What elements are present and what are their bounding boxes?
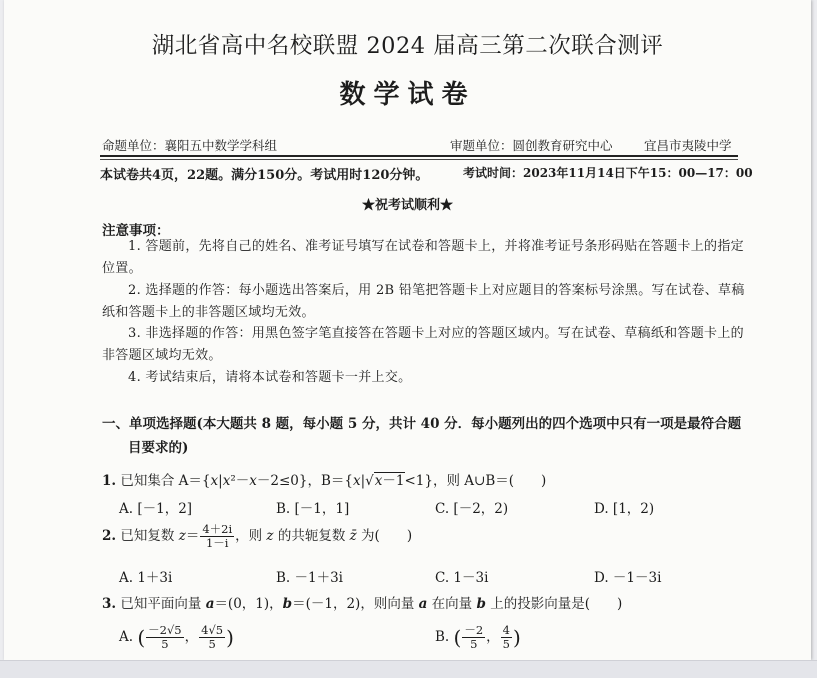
exam-title: 湖北省高中名校联盟 2024 届高三第二次联合测评: [151, 33, 664, 59]
q3-a-comma: ，: [184, 629, 199, 645]
q2-text-d: 为( ): [356, 528, 413, 544]
q3-text-c: ＝(－1，2)，则向量: [292, 596, 419, 612]
q3-b-d1: 5: [470, 637, 478, 651]
q1-var-x4: x: [352, 473, 361, 489]
q1-var-x5: x: [374, 473, 383, 489]
q2-text-a: 已知复数: [120, 528, 179, 544]
q3-b-d2: 5: [502, 637, 510, 651]
q1-sqrt-body: －1: [382, 473, 405, 489]
q1-text-b: |: [218, 473, 223, 489]
q1-var-x3: x: [249, 473, 257, 489]
q3-a-frac1: [146, 624, 183, 651]
q3-b-rparen: ): [512, 625, 521, 650]
q2-var-zbar: z̄: [349, 528, 357, 544]
q3-a-d2: 5: [208, 637, 216, 651]
q3-text-b: ＝(0，1)，: [214, 596, 283, 612]
q2-text-b: ，则: [235, 528, 267, 544]
question-1: [102, 469, 546, 489]
q3-b-n2: 4: [502, 623, 510, 637]
q1-option-b[interactable]: B. [－1，1]: [276, 501, 350, 517]
notice-item-2: 2. 选择题的作答：每小题选出答案后，用 2B 铅笔把答题卡上对应题目的答案标号涂黑。写在试卷、草稿纸和答题卡上的非答题区域均无效。: [102, 283, 745, 320]
q1-option-c[interactable]: C. [－2，2): [435, 501, 509, 517]
review-unit: 审题单位：圆创教育研究中心: [450, 138, 613, 153]
q1-var-x2: x: [222, 473, 231, 489]
question-1-number: 1.: [102, 473, 117, 489]
q3-b-n1: －2: [464, 623, 484, 637]
review-school: 宜昌市夷陵中学: [644, 138, 732, 153]
sqrt-radicand: [374, 472, 405, 489]
q3-text-e: 上的投影向量是( ): [485, 596, 623, 612]
q3-a-n1: －2√5: [148, 623, 182, 637]
notice-item-3: 3. 非选择题的作答：用黑色签字笔直接答在答题卡上对应的答题区域内。写在试卷、草稿纸和答题卡上的非答题区域均无效。: [102, 326, 744, 363]
q2-option-b[interactable]: B. －1＋3i: [276, 570, 343, 586]
q3-a-n2: 4√5: [201, 623, 224, 637]
q2-text-c: 的共轭复数: [273, 528, 350, 544]
q2-option-c[interactable]: C. 1－3i: [435, 570, 489, 586]
q3-option-a[interactable]: [119, 624, 234, 651]
q3-vec-a: a: [205, 596, 215, 612]
exam-time: 考试时间：2023年11月14日下午15：00—17：00: [463, 166, 753, 180]
q3-vec-b: b: [282, 596, 293, 612]
q1-option-a[interactable]: A. [－1，2]: [119, 501, 193, 517]
q3-b-frac2: [501, 624, 512, 651]
q1-text-f: <1}，则 A∪B＝( ): [404, 473, 547, 489]
q2-option-d[interactable]: D. －1－3i: [594, 570, 662, 586]
q1-text-c: ²－: [230, 473, 250, 489]
q3-text-a: 已知平面向量: [120, 596, 206, 612]
q2-frac-den: 1－i: [205, 536, 229, 550]
question-3: [102, 592, 622, 612]
q1-var-x: x: [210, 473, 219, 489]
notice-item-1: 1. 答题前，先将自己的姓名、准考证号填写在试卷和答题卡上，并将准考证号条形码贴在答题卡上的指定位置。: [102, 239, 744, 276]
q1-text-a: 已知集合 A＝{: [120, 473, 211, 489]
notice-heading: 注意事项：: [102, 223, 170, 239]
q1-text-d: －2≤0}，B＝{: [256, 473, 353, 489]
q3-b-lparen: (: [453, 625, 462, 650]
question-2: [102, 523, 412, 550]
section-heading-line1: 一、单项选择题(本大题共 8 题，每小题 5 分，共计 40 分．每小题列出的四个选项中只有一项是最符合题: [102, 416, 742, 432]
header-rule-thick: [100, 155, 738, 157]
exam-info: 本试卷共4页，22题。满分150分。考试用时120分钟。: [100, 168, 429, 183]
q3-vec-a2: a: [418, 596, 428, 612]
q2-eq: ＝: [185, 528, 200, 544]
question-2-number: 2.: [102, 528, 117, 544]
q3-a-d1: 5: [161, 637, 169, 651]
q3-a-rparen: ): [226, 625, 234, 650]
q2-frac-num: 4＋2i: [202, 522, 233, 536]
q3-b-frac1: [462, 624, 485, 651]
header-rule-thin: [100, 159, 738, 160]
section-heading-line2: 目要求的): [128, 440, 189, 456]
section-heading: [102, 412, 752, 460]
sqrt-sign: √: [365, 473, 374, 489]
q3-a-lparen: (: [137, 625, 146, 650]
notice-item-4: 4. 考试结束后，请将本试卷和答题卡一并上交。: [128, 370, 412, 385]
q2-fraction: [200, 523, 234, 550]
q2-option-a[interactable]: A. 1＋3i: [119, 570, 173, 586]
q2-var-z: z: [178, 528, 186, 544]
q3-option-b[interactable]: [435, 624, 521, 651]
q3-text-d: 在向量: [427, 596, 477, 612]
q3-option-a-label: A.: [119, 629, 134, 645]
question-3-number: 3.: [102, 596, 117, 612]
q1-option-d[interactable]: D. [1，2): [594, 501, 655, 517]
q3-vec-b2: b: [476, 596, 486, 612]
q1-text-e: |: [360, 473, 366, 489]
q3-b-comma: ，: [486, 629, 500, 645]
author-unit: 命题单位：襄阳五中数学学科组: [102, 138, 278, 153]
subject-title: 数学试卷: [339, 80, 476, 110]
exam-page: [4, 0, 811, 660]
q2-var-z2: z: [266, 528, 274, 544]
viewer-bottom-bar: [0, 660, 817, 678]
q3-option-b-label: B.: [435, 629, 450, 645]
good-luck-banner: ★祝考试顺利★: [361, 198, 453, 213]
q3-a-frac2: [199, 624, 225, 651]
